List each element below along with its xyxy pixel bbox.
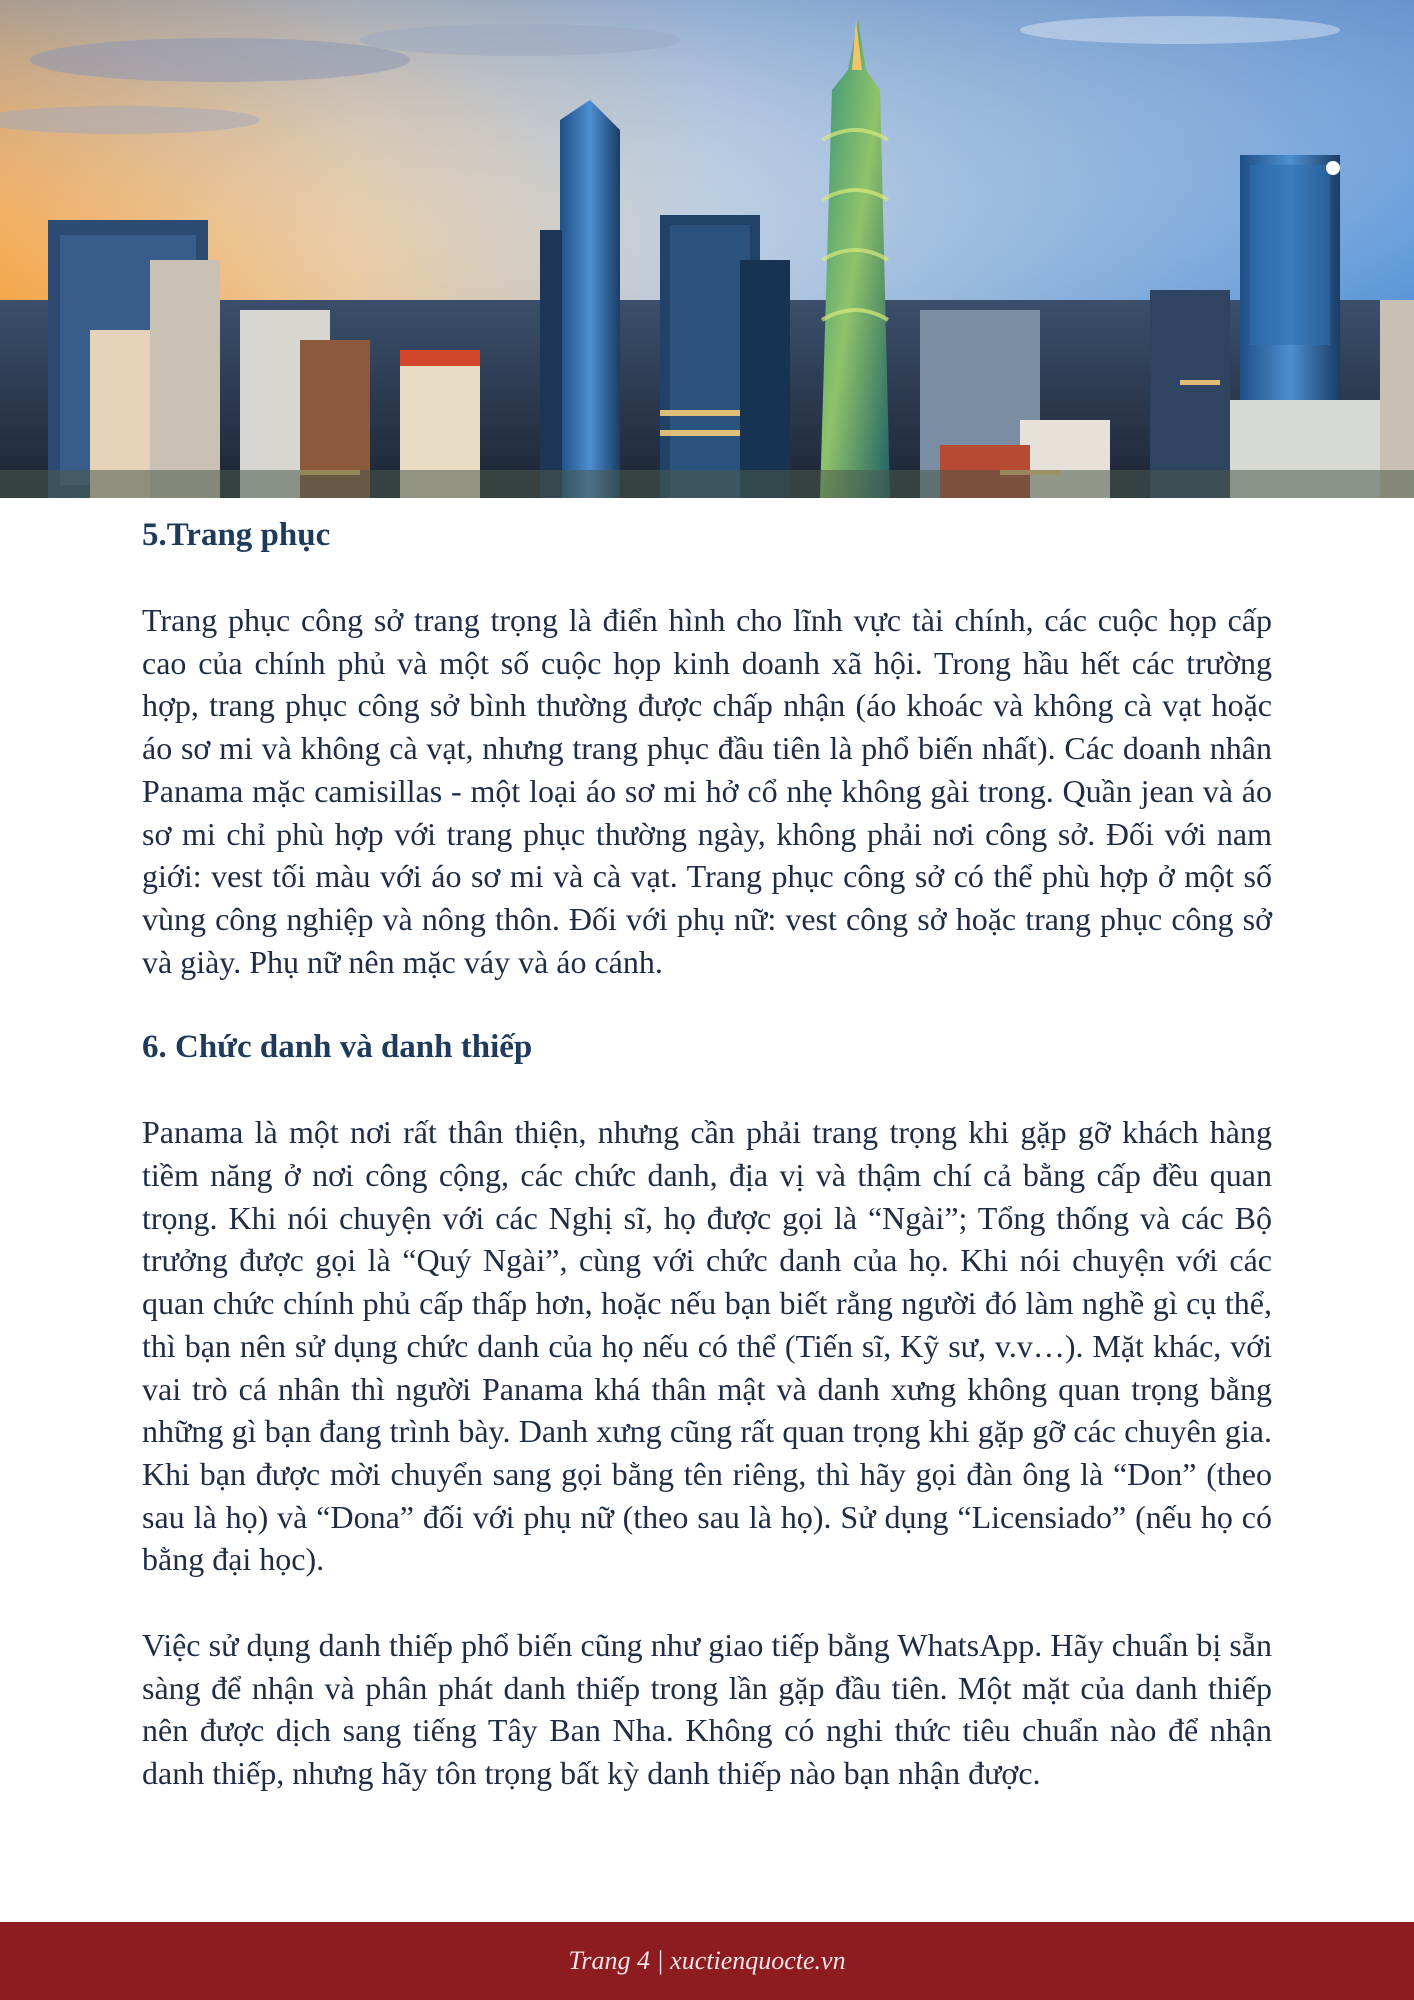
city-skyline-illustration [0,0,1414,498]
section-heading-titles-cards: 6. Chức danh và danh thiếp [142,1029,533,1066]
page-footer [0,1922,1414,2000]
footer-page-info: Trang 4 | xuctienquocte.vn [568,1946,846,1975]
paragraph-attire: Trang phục công sở trang trọng là điển hình cho lĩnh vực tài chính, các cuộc họp cấp cao của chính phủ và một số cuộc họp kinh doanh xã hội. Trong hầu hết các trường hợp, trang phục công sở bình thường được chấp nhận (áo khoác và không cà vạt hoặc áo sơ mi và không cà vạt, nhưng trang phục đầu tiên là phổ biến nhất). Các doanh nhân Panama mặc camisillas - một loại áo sơ mi hở cổ nhẹ không gài trong. Quần jean và áo sơ mi chỉ phù hợp với trang phục thường ngày, không phải nơi công sở. Đối với nam giới: vest tối màu với áo sơ mi và cà vạt. Trang phục công sở có thể phù hợp ở một số vùng công nghiệp và nông thôn. Đối với phụ nữ: vest công sở hoặc trang phục công sở và giày. Phụ nữ nên mặc váy và áo cánh. [142,602,1272,980]
paragraph-titles: Panama là một nơi rất thân thiện, nhưng cần phải trang trọng khi gặp gỡ khách hàng tiềm năng ở nơi công cộng, các chức danh, địa vị và thậm chí cả bằng cấp đều quan trọng. Khi nói chuyện với các Nghị sĩ, họ được gọi là “Ngài”; Tổng thống và các Bộ trưởng được gọi là “Quý Ngài”, cùng với chức danh của họ. Khi nói chuyện với các quan chức chính phủ cấp thấp hơn, hoặc nếu bạn biết rằng người đó làm nghề gì cụ thể, thì bạn nên sử dụng chức danh của họ nếu có thể (Tiến sĩ, Kỹ sư, v.v…). Mặt khác, với vai trò cá nhân thì người Panama khá thân mật và danh xưng không quan trọng bằng những gì bạn đang trình bày. Danh xưng cũng rất quan trọng khi gặp gỡ các chuyên gia. Khi bạn được mời chuyển sang gọi bằng tên riêng, thì hãy gọi đàn ông là “Don” (theo sau là họ) và “Dona” đối với phụ nữ (theo sau là họ). Sử dụng “Licensiado” (nếu họ có bằng đại học). [142,1114,1272,1578]
hero-image [0,0,1414,498]
article-content [142,498,1272,1795]
paragraph-business-cards: Việc sử dụng danh thiếp phổ biến cũng như giao tiếp bằng WhatsApp. Hãy chuẩn bị sẵn sàng để nhận và phân phát danh thiếp trong lần gặp đầu tiên. Một mặt của danh thiếp nên được dịch sang tiếng Tây Ban Nha. Không có nghi thức tiêu chuẩn nào để nhận danh thiếp, nhưng hãy tôn trọng bất kỳ danh thiếp nào bạn nhận được. [142,1627,1272,1792]
section-heading-attire: 5.Trang phục [142,517,331,553]
